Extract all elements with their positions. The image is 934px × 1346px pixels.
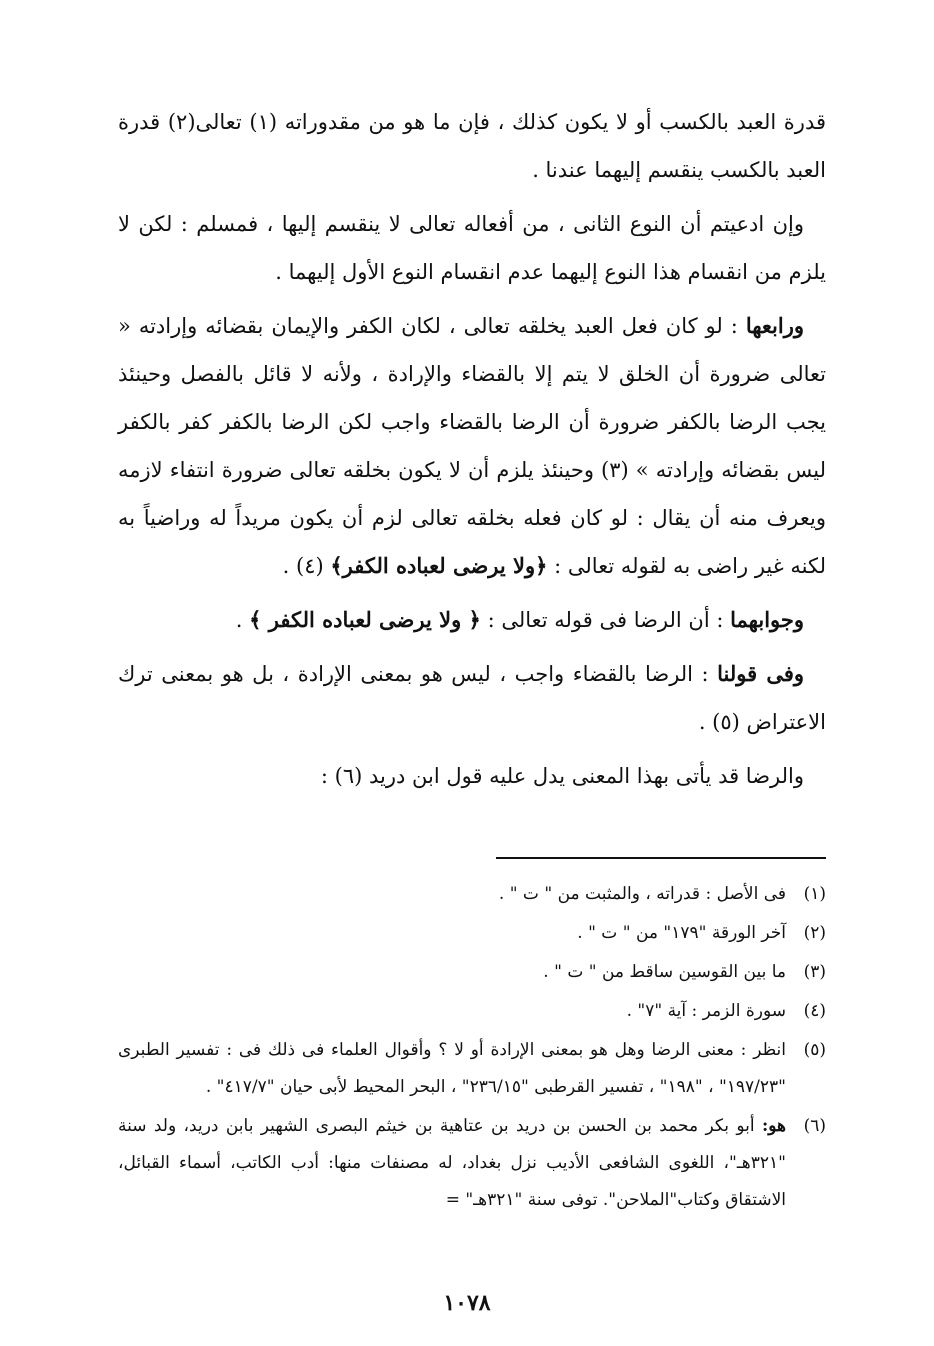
main-text	[118, 98, 826, 806]
footnote-text: سورة الزمر : آية "٧" .	[626, 1001, 786, 1021]
paragraph-6	[118, 752, 826, 800]
paragraph-3	[118, 302, 826, 590]
footnote-number: (٣)	[803, 962, 826, 982]
footnote-3	[118, 954, 826, 991]
paragraph-tail: .	[235, 608, 243, 632]
footnote-2	[118, 915, 826, 952]
footnote-text: ما بين القوسين ساقط من " ت " .	[543, 962, 786, 982]
paragraph-tail: (٤) .	[282, 554, 324, 578]
footnote-text: فى الأصل : قدراته ، والمثبت من " ت " .	[498, 884, 786, 904]
footnote-4	[118, 993, 826, 1030]
footnote-6	[118, 1108, 826, 1219]
footnote-number: (١)	[803, 884, 826, 904]
quran-quote: ﴿ولا يرضى لعباده الكفر﴾	[330, 553, 548, 578]
paragraph-text: : الرضا بالقضاء واجب ، ليس هو بمعنى الإرادة ، بل هو بمعنى ترك الاعتراض (٥) .	[118, 662, 826, 734]
footnote-number: (٦)	[803, 1116, 826, 1136]
paragraph-text: قدرة العبد بالكسب أو لا يكون كذلك ، فإن ما هو من مقدوراته (١) تعالى(٢) قدرة العبد بالكسب ينقسم إليهما عندنا .	[118, 110, 827, 182]
paragraph-text: : لو كان فعل العبد يخلقه تعالى ، لكان الكفر والإيمان بقضائه وإرادته « تعالى ضرورة أن الخلق لا يتم إلا بالقضاء والإرادة ، ولأنه لا قائل بالفصل وحينئذ يجب الرضا بالكفر ضرورة أن الرضا بالقضاء واجب لكن الرضا بالكفر كفر بالكفر ليس بقضائه وإرادته » (٣) وحينئذ يلزم أن لا يكون بخلقه تعالى ضرورة انتفاء لازمه ويعرف منه أن يقال : لو كان فعله بخلقه تعالى لزم أن يكون مريداً له وراضياً به لكنه غير راضى به لقوله تعالى :	[118, 314, 826, 578]
footnote-number: (٢)	[803, 923, 826, 943]
paragraph-4	[118, 596, 826, 644]
quran-quote: ﴿ ولا يرضى لعباده الكفر ﴾	[249, 607, 481, 632]
footnote-text: آخر الورقة "١٧٩" من " ت " .	[577, 923, 786, 943]
footnote-body	[118, 1108, 786, 1219]
footnote-text: أبو بكر محمد بن الحسن بن دريد بن عتاهية بن خيثم البصرى الشهير بابن دريد، ولد سنة "٣٢١هـ"، اللغوى الشافعى الأديب نزل بغداد، له مصنفات منها: أدب الكاتب، أسماء القبائل، الاشتقاق وكتاب"الملاحن". توفى سنة "٣٢١هـ" =	[118, 1116, 786, 1210]
page-number: ١٠٧٨	[443, 1290, 491, 1316]
footnote-number: (٤)	[803, 1001, 826, 1021]
footnote-1	[118, 876, 826, 913]
paragraph-label: وفى قولنا	[717, 661, 805, 686]
footnote-number: (٥)	[803, 1040, 826, 1060]
paragraph-1	[118, 98, 826, 194]
paragraph-5	[118, 650, 826, 746]
paragraph-label: ورابعها	[745, 313, 804, 338]
footnote-divider	[496, 857, 826, 859]
footnote-label: هو:	[761, 1116, 786, 1136]
footnotes	[118, 876, 826, 1221]
footnote-5	[118, 1032, 826, 1106]
footnote-text: انظر : معنى الرضا وهل هو بمعنى الإرادة أو لا ؟ وأقوال العلماء فى ذلك فى : تفسير الطبرى "١٩٧/٢٣" ، "١٩٨" ، تفسير القرطبى "٢٣٦/١٥" ، البحر المحيط لأبى حيان "٤١٧/٧" .	[118, 1040, 786, 1097]
paragraph-text: والرضا قد يأتى بهذا المعنى يدل عليه قول ابن دريد (٦) :	[320, 764, 804, 788]
paragraph-text: : أن الرضا فى قوله تعالى :	[487, 608, 724, 632]
paragraph-label: وجوابهما	[730, 607, 804, 632]
paragraph-2	[118, 200, 826, 296]
paragraph-text: وإن ادعيتم أن النوع الثانى ، من أفعاله تعالى لا ينقسم إليها ، فمسلم : لكن لا يلزم من انقسام هذا النوع إليهما عدم انقسام النوع الأول إليهما .	[118, 212, 826, 284]
